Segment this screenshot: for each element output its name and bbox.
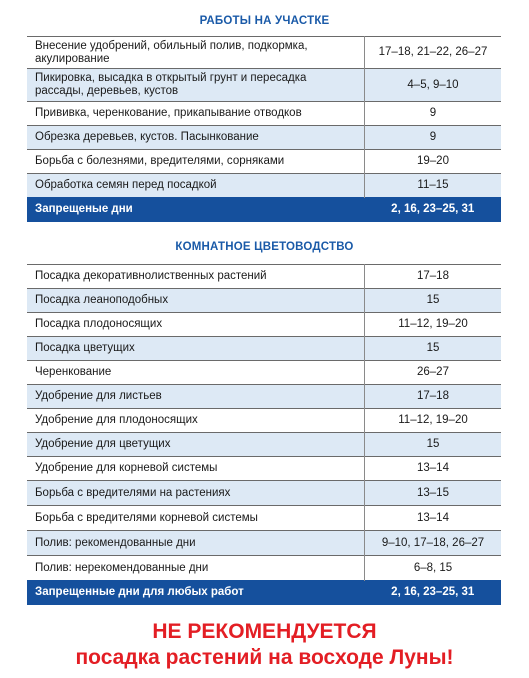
days-cell: 15 (365, 433, 502, 457)
forbidden-days-row (27, 198, 501, 222)
days-cell: 15 (365, 289, 502, 313)
task-cell: Удобрение для корневой системы (27, 457, 365, 481)
days-cell: 9–10, 17–18, 26–27 (365, 531, 502, 556)
days-cell: 9 (365, 102, 502, 126)
table-row (27, 385, 501, 409)
days-cell: 9 (365, 126, 502, 150)
task-cell: Удобрение для цветущих (27, 433, 365, 457)
table-row (27, 506, 501, 531)
days-cell: 6–8, 15 (365, 556, 502, 581)
table-row (27, 433, 501, 457)
forbidden-days: 2, 16, 23–25, 31 (365, 198, 502, 222)
days-cell: 15 (365, 337, 502, 361)
task-cell: Посадка декоративнолиственных растений (27, 265, 365, 289)
garden-section-title: РАБОТЫ НА УЧАСТКЕ (199, 15, 330, 27)
days-cell: 17–18 (365, 265, 502, 289)
table-row (27, 313, 501, 337)
days-cell: 17–18 (365, 385, 502, 409)
task-cell: Борьба с болезнями, вредителями, сорняками (27, 150, 365, 174)
warning-line-1: НЕ РЕКОМЕНДУЕТСЯ (152, 620, 377, 643)
task-cell: Внесение удобрений, обильный полив, подкормка, акулирование (27, 37, 365, 69)
task-cell: Посадка плодоносящих (27, 313, 365, 337)
days-cell: 13–14 (365, 506, 502, 531)
days-cell: 13–15 (365, 481, 502, 506)
forbidden-days: 2, 16, 23–25, 31 (365, 581, 502, 605)
task-cell: Обработка семян перед посадкой (27, 174, 365, 198)
task-cell: Обрезка деревьев, кустов. Пасынкование (27, 126, 365, 150)
garden-table (27, 36, 501, 222)
task-cell: Полив: нерекомендованные дни (27, 556, 365, 581)
task-cell: Посадка леаноподобных (27, 289, 365, 313)
task-cell: Удобрение для плодоносящих (27, 409, 365, 433)
task-cell: Полив: рекомендованные дни (27, 531, 365, 556)
table-row (27, 361, 501, 385)
days-cell: 11–12, 19–20 (365, 409, 502, 433)
table-row (27, 37, 501, 69)
forbidden-label: Запрещеные дни (27, 198, 365, 222)
table-row (27, 409, 501, 433)
days-cell: 19–20 (365, 150, 502, 174)
task-cell: Борьба с вредителями на растениях (27, 481, 365, 506)
days-cell: 13–14 (365, 457, 502, 481)
task-cell: Борьба с вредителями корневой системы (27, 506, 365, 531)
task-cell: Посадка цветущих (27, 337, 365, 361)
table-row (27, 289, 501, 313)
table-row (27, 102, 501, 126)
warning-line-2: посадка растений на восходе Луны! (75, 646, 454, 669)
task-cell: Прививка, черенкование, прикапывание отводков (27, 102, 365, 126)
task-cell: Удобрение для листьев (27, 385, 365, 409)
table-row (27, 174, 501, 198)
forbidden-label: Запрещенные дни для любых работ (27, 581, 365, 605)
days-cell: 11–12, 19–20 (365, 313, 502, 337)
table-row (27, 265, 501, 289)
table-row (27, 337, 501, 361)
task-cell: Черенкование (27, 361, 365, 385)
table-row (27, 481, 501, 506)
indoor-section-title: КОМНАТНОЕ ЦВЕТОВОДСТВО (175, 241, 354, 253)
table-row (27, 126, 501, 150)
indoor-table (27, 264, 501, 605)
forbidden-days-row (27, 581, 501, 605)
days-cell: 4–5, 9–10 (365, 69, 502, 102)
table-row (27, 457, 501, 481)
days-cell: 26–27 (365, 361, 502, 385)
task-cell: Пикировка, высадка в открытый грунт и пересадка рассады, деревьев, кустов (27, 69, 365, 102)
table-row (27, 556, 501, 581)
table-row (27, 69, 501, 102)
days-cell: 11–15 (365, 174, 502, 198)
days-cell: 17–18, 21–22, 26–27 (365, 37, 502, 69)
table-row (27, 531, 501, 556)
table-row (27, 150, 501, 174)
